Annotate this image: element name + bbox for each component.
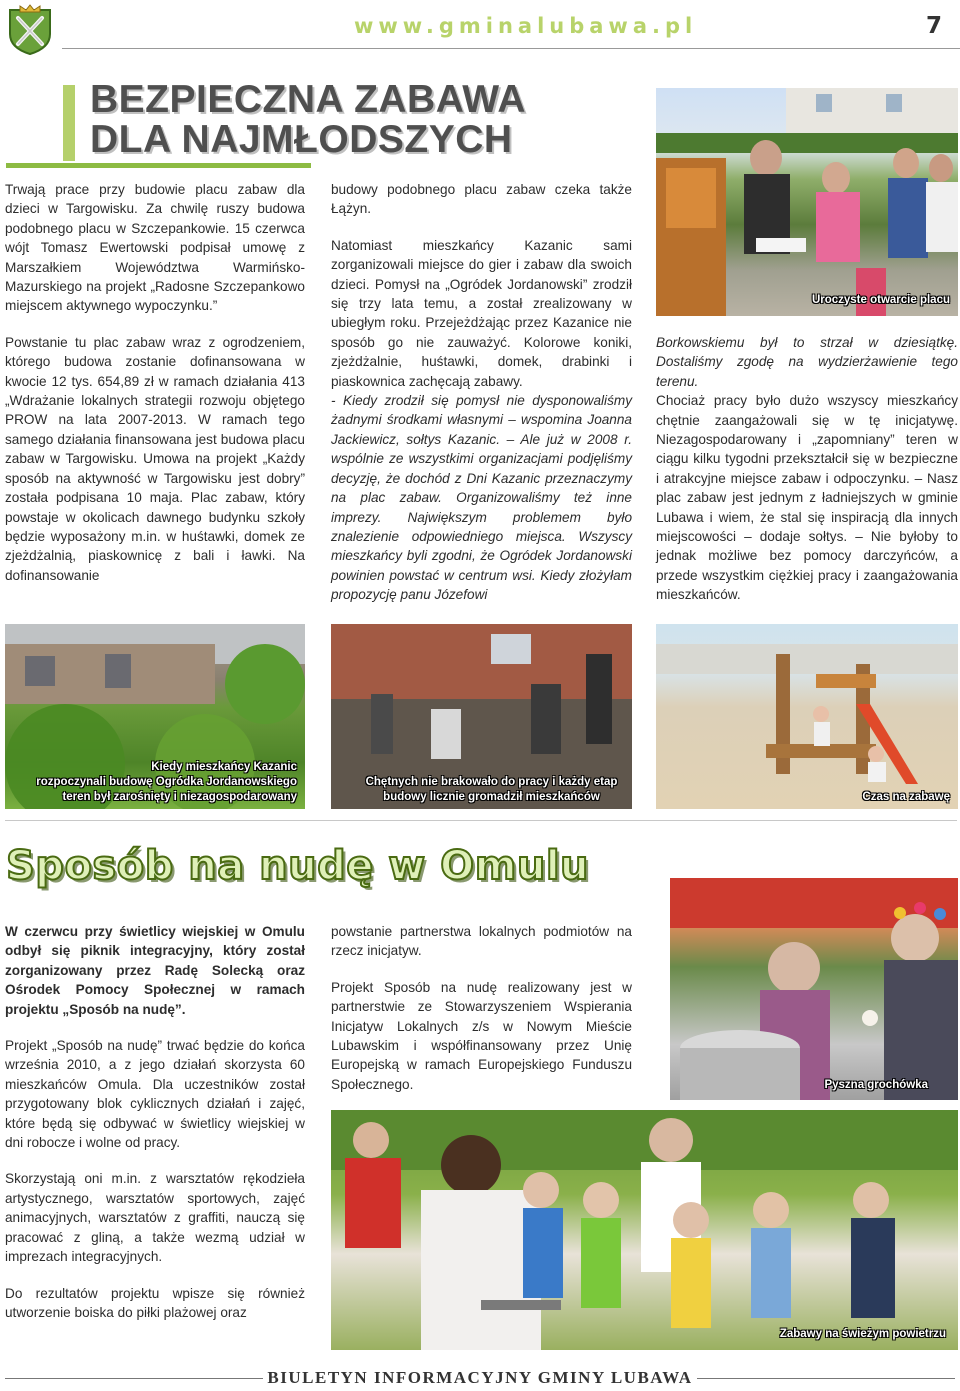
- article1-col2-p2: Natomiast mieszkańcy Kazanic sami zorganizowali miejsce do gier i zabaw dla swoich dzieci. Pomysł na „Ogródek Jordanowski” zrodził się trzy lata temu, a został zrealizowany w ubiegłym roku. Przejeżdżając przez Kazanice nie sposób go nie zauważyć. Kolorowe koniki, zjeżdżalnie, huśtawki, domek, drabinki i piaskownica zachęcają zabawy.: [331, 237, 632, 389]
- article1-column-3: [656, 333, 958, 605]
- article2-p3: Do rezultatów projektu wpisze się również utworzenie boiska do piłki plażowej oraz: [5, 1285, 305, 1320]
- article1-col1-p1: Trwają prace przy budowie placu zabaw dla dzieci w Targowisku. Za chwilę ruszy budowa podobnego placu w Szczepankowie. 15 czerwca wójt Tomasz Ewertowski podpisał umowę z Marszałkiem Województwa Warmińsko-Mazurskiego na projekt „Radosne Szczepankowo miejscem aktywnego wypoczynku.”: [5, 182, 305, 314]
- photo-pea-soup-caption: Pyszna grochówka: [824, 1079, 928, 1091]
- article1-title-line1: BEZPIECZNA ZABAWA: [90, 78, 527, 121]
- title-accent-bar: [63, 85, 75, 161]
- photo-outdoor-caption: Zabawy na świeżym powietrzu: [779, 1328, 946, 1340]
- article1-col1-p2: Powstanie tu plac zabaw wraz z ogrodzeniem, którego budowa zostanie dofinansowana w kwocie 12 tys. 654,89 zł w ramach działania 413 „Wdrażanie lokalnych strategii rozwoju objętego PROW na lata 2007-2013. W ramach tego samego działania finansowana jest budowa placu zabaw w Targowisku. Umowa na projekt „Każdy sposób na aktywność w Targowisku jest dobry” została podpisana 10 maja. Plac zabaw, który powstaje w okolicach dawnego budynku szkoły będzie wyposażony m.in. w huśtawki, domek ze zjeżdżalnią, piaskownicę z bali i ławki. Na dofinansowanie: [5, 334, 305, 583]
- photo-playground: [656, 624, 958, 809]
- photo-opening-ceremony: [656, 88, 958, 316]
- article1-column-1: [5, 180, 305, 585]
- photo-working-caption: [361, 775, 622, 805]
- article1-col2-p1: budowy podobnego placu zabaw czeka także Łążyn.: [331, 182, 632, 217]
- article2-p2: Skorzystają oni m.in. z warsztatów rękodzieła artystycznego, warsztatów sportowych, zajęć animacyjnych, warsztatów z graffiti, nauczą się pracować z gliną, a także wezmą udział w imprezach integracyjnych.: [5, 1171, 305, 1265]
- footer-title: BIULETYN INFORMACYJNY GMINY LUBAWA: [267, 1368, 693, 1387]
- article2-p1: Projekt „Sposób na nudę” trwać będzie do końca września 2010, a z jego działań skorzysta 60 mieszkańców Omula. Dla uczestników został przygotowany blok cyklicznych działań i zajęć, które będą się odbywać w świetlicy wiejskiej w dni robocze i wolne od pracy.: [5, 1038, 305, 1151]
- title-underline: [6, 163, 311, 168]
- photo-pea-soup: [670, 878, 958, 1100]
- article1-title-line2: DLA NAJMŁODSZYCH: [90, 118, 513, 161]
- photo-overgrown-site: [5, 624, 305, 809]
- header-rule: [62, 48, 960, 49]
- municipal-crest-icon: [6, 4, 54, 56]
- page-number: 7: [926, 13, 943, 39]
- article1-col2-quote: - Kiedy zrodził się pomysł nie dysponowaliśmy żadnymi środkami własnymi – wspomina Joanna Jackiewicz, sołtys Kazanic. – Ale już w 2008 r. wspólnie ze wszystkimi organizacjami podjęliśmy decyzję, że dochód z Dni Kazanic przeznaczymy na plac zabaw. Organizowaliśmy też inne imprezy. Największym problemem było znalezienie odpowiedniego miejsca. Wszyscy mieszkańcy byli zgodni, że Ogródek Jordanowski powinien powstać w centrum wsi. Kiedy złożyłam propozycję panu Józefowi: [331, 393, 632, 603]
- article2-title: Sposób na nudę w Omulu: [6, 843, 590, 889]
- photo-outdoor-games: [331, 1110, 958, 1350]
- photo-overgrown-caption-line3: teren był zarośnięty i niezagospodarowany: [62, 791, 297, 803]
- photo-opening-caption: Uroczyste otwarcie placu: [811, 294, 950, 306]
- photo-working-caption-line1: Chętnych nie brakowało do pracy i każdy etap: [365, 776, 618, 788]
- article1-column-2: [331, 180, 632, 605]
- photo-overgrown-caption: [36, 760, 297, 805]
- article1-title: [90, 80, 526, 160]
- website-url: www.gminalubawa.pl: [354, 14, 698, 38]
- article2-col2-p2: Projekt Sposób na nudę realizowany jest w partnerstwie ze Stowarzyszeniem Wspierania Inicjatyw Lokalnych z/s w Nowym Mieście Lubawskim i współfinansowany przez Unię Europejską w ramach Europejskiego Funduszu Społecznego.: [331, 979, 632, 1092]
- article2-column-2: [331, 922, 632, 1094]
- photo-overgrown-caption-line2: rozpoczynali budowę Ogródka Jordanowskiego: [36, 776, 297, 788]
- photo-overgrown-caption-line1: Kiedy mieszkańcy Kazanic: [151, 761, 297, 773]
- article2-col2-p1: powstanie partnerstwa lokalnych podmiotów na rzecz inicjatyw.: [331, 924, 632, 959]
- photo-playground-caption: Czas na zabawę: [862, 791, 950, 803]
- section-divider: [5, 820, 957, 821]
- article2-lead: W czerwcu przy świetlicy wiejskiej w Omulu odbył się piknik integracyjny, który został zorganizowany przez Radę Solecką oraz Ośrodek Pomocy Społecznej w ramach projektu „Sposób na nudę”.: [5, 924, 305, 1017]
- article1-col3-p2: Chociaż pracy było dużo wszyscy mieszkańcy chętnie zaangażowali się w tę inicjatywę. Niezagospodarowany i „zapomniany” teren w ciągu kilku tygodni przekształcił się w bezpieczne i atrakcyjne miejsce zabaw i odpoczynku. – Nasz plac zabaw jest jednym z ładniejszych w gminie Lubawa i wiem, że stal się inspiracją dla innych miejscowości – dodaje sołtys. – Nie byłoby to jednak możliwe bez pomocy darczyńców, a przede wszystkim ciężkiej pracy i zaangażowania mieszkańców.: [656, 393, 958, 603]
- article1-col3-quote: Borkowskiemu był to strzał w dziesiątkę. Dostaliśmy zgodę na wydzierżawienie tego terenu.: [656, 335, 958, 389]
- article2-column-1: [5, 922, 305, 1322]
- photo-working-caption-line2: budowy licznie gromadził mieszkańców: [383, 791, 600, 803]
- photo-residents-working: [331, 624, 632, 809]
